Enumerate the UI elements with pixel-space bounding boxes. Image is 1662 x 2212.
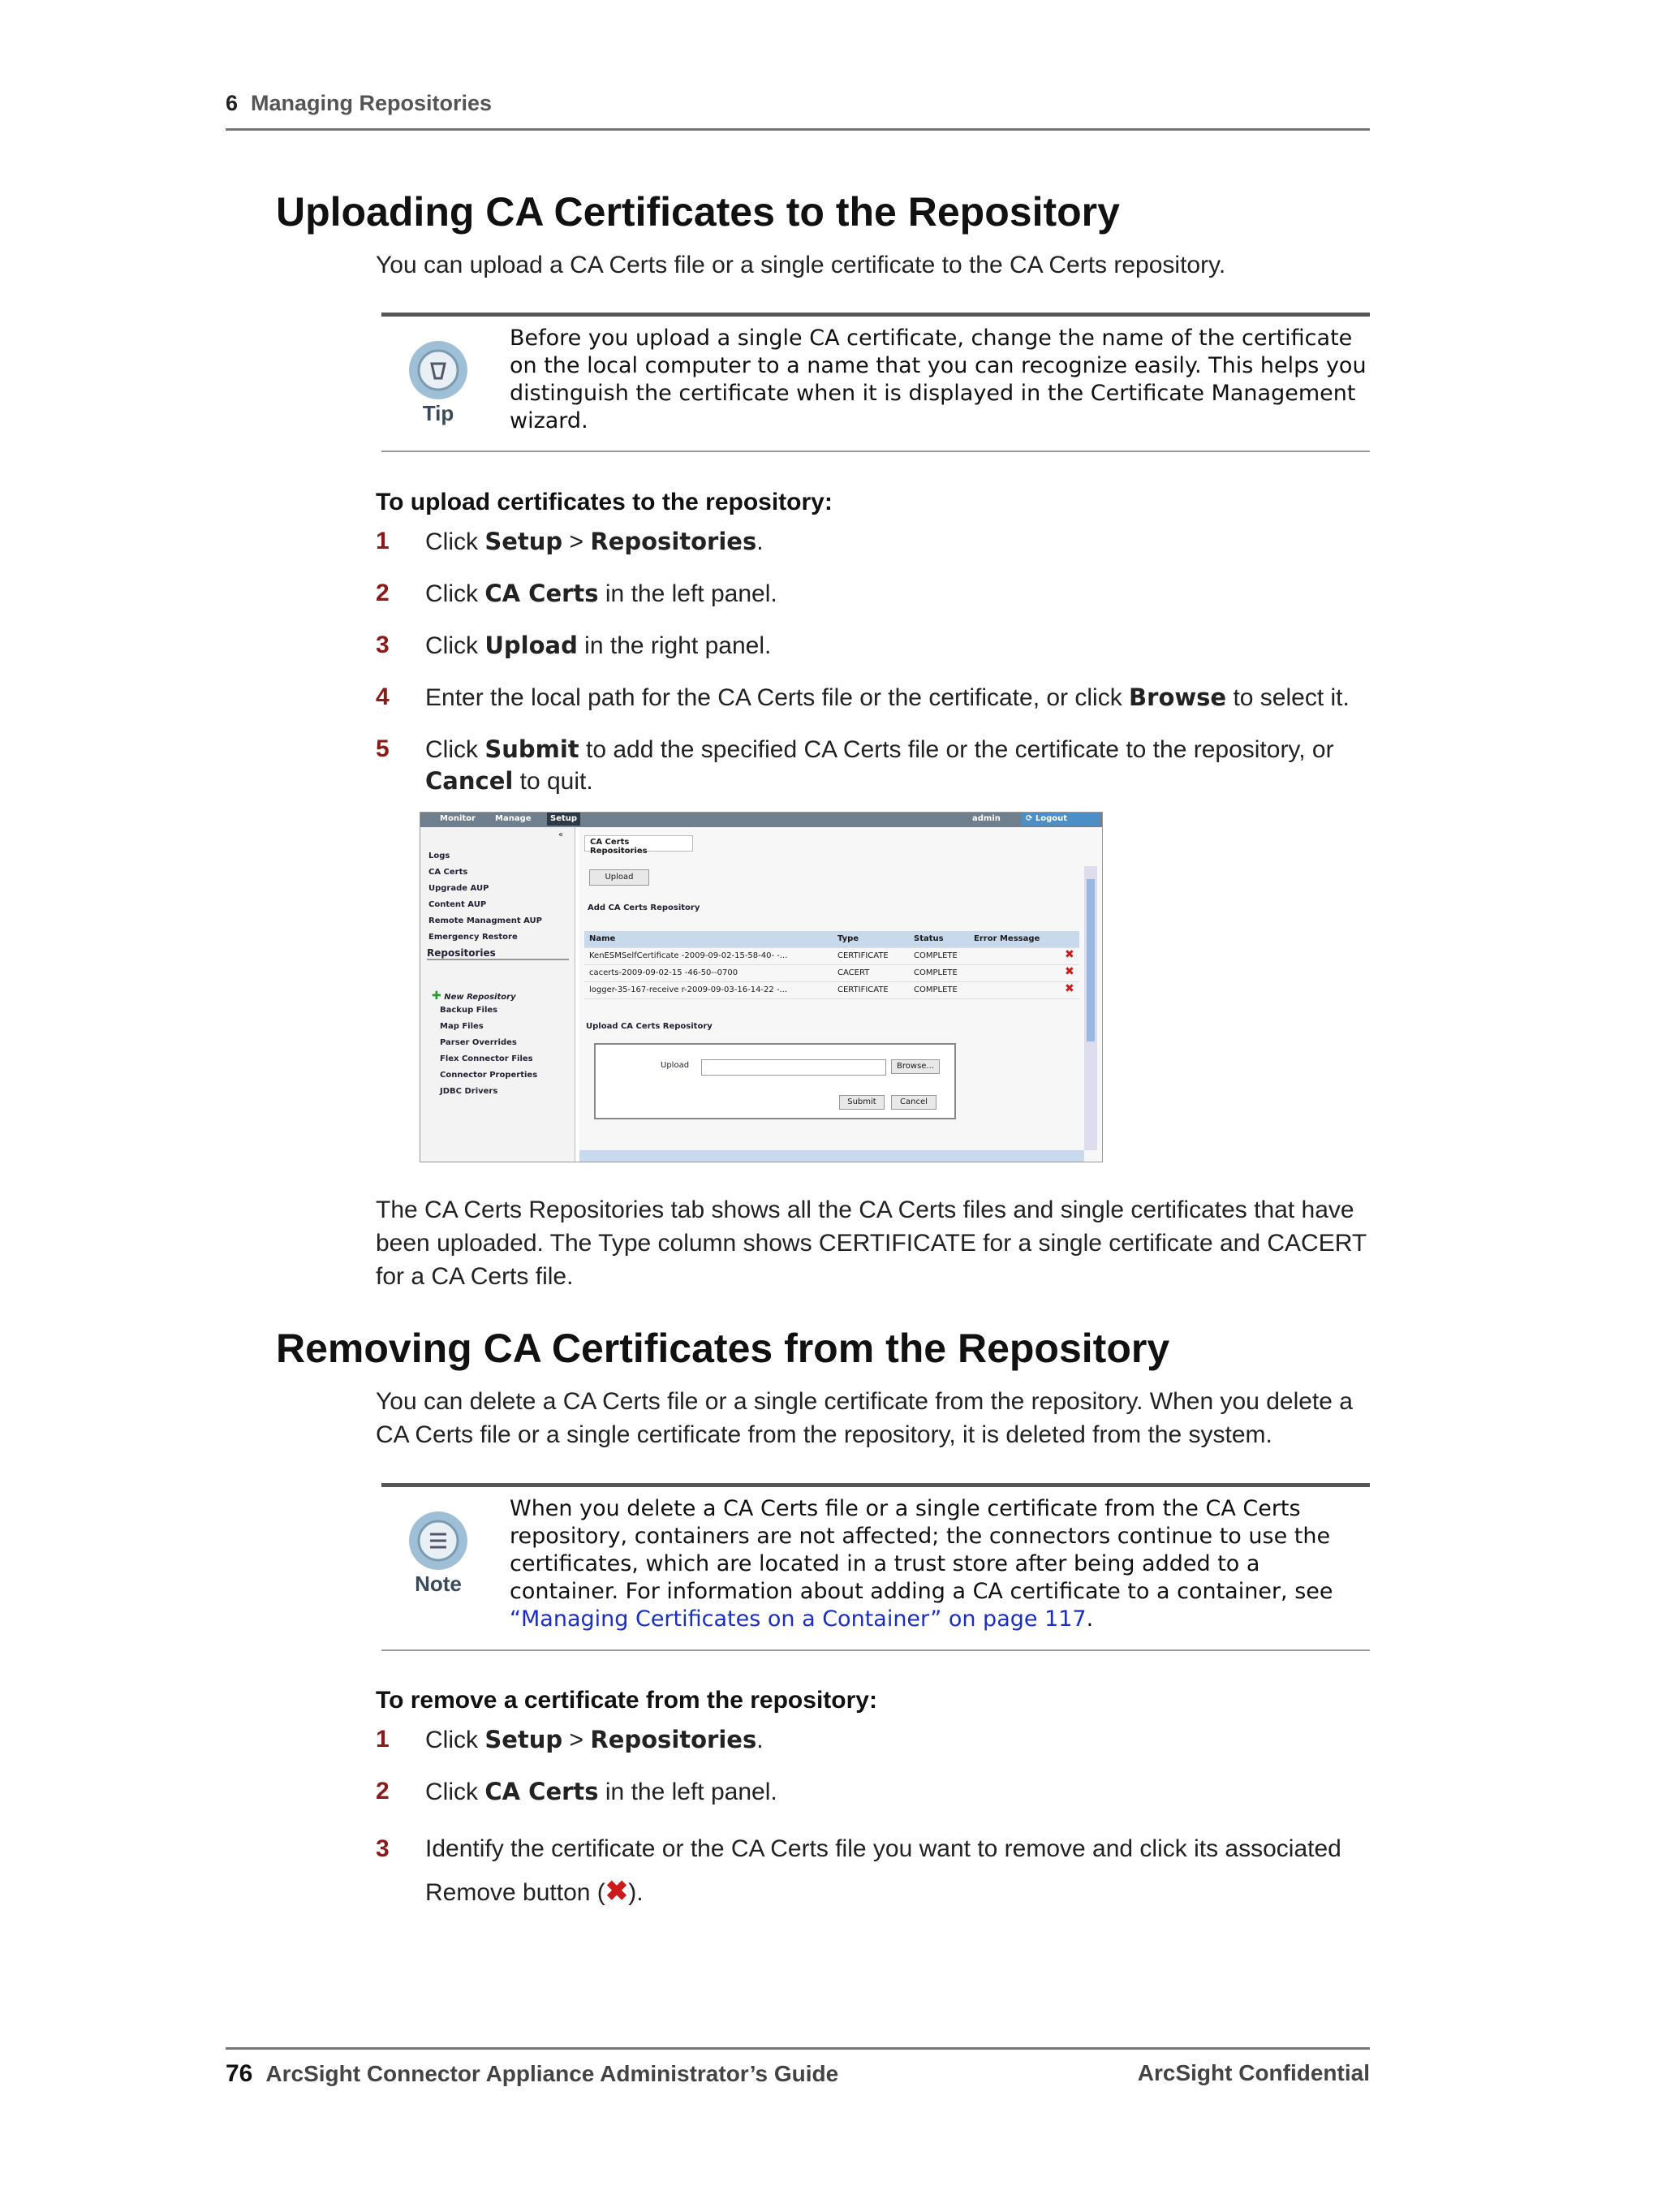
nav-upgrade-aup[interactable]: Upgrade AUP: [428, 884, 489, 893]
section-title-remove: Removing CA Certificates from the Repository: [276, 1326, 1170, 1371]
upload-path-input[interactable]: [701, 1059, 886, 1076]
nav-connector-properties[interactable]: Connector Properties: [440, 1071, 538, 1080]
nav-ca-certs[interactable]: CA Certs: [428, 868, 468, 877]
table-row: logger-35-167-receive r-2009-09-03-16-14-22 -... CERTIFICATE COMPLETE ✖: [584, 982, 1079, 999]
nav-backup-files[interactable]: Backup Files: [440, 1006, 498, 1015]
upload-section-label: Upload CA Certs Repository: [586, 1022, 713, 1031]
collapse-icon[interactable]: «: [558, 830, 564, 839]
tab-setup[interactable]: Setup: [547, 813, 580, 826]
remove-step-1: 1 Click Setup > Repositories.: [376, 1726, 764, 1753]
section-intro: You can upload a CA Certs file or a single certificate to the CA Certs repository.: [376, 252, 1226, 278]
app-top-bar: [420, 813, 1102, 827]
procedure-title: To upload certificates to the repository:: [376, 489, 833, 515]
step-2: 2 Click CA Certs in the left panel.: [376, 580, 777, 607]
nav-remote-aup[interactable]: Remote Managment AUP: [428, 916, 543, 925]
header-rule: [226, 128, 1370, 131]
plus-icon: ✚: [432, 990, 441, 1003]
nav-new-repository[interactable]: ✚ New Repository: [432, 990, 516, 1003]
remove-step-2: 2 Click CA Certs in the left panel.: [376, 1778, 777, 1805]
certs-table: [584, 931, 1079, 999]
right-panel: [579, 827, 1102, 1162]
note-text: When you delete a CA Certs file or a single certificate from the CA Certs repository, containers are not affected; the connectors continue to use the certificates, which are located in a trust store after being added to a container. For information about adding a CA certificate to a container, see “Managing Certificates on a Container” on page 117.: [510, 1496, 1333, 1632]
remove-step-3: 3 Identify the certificate or the CA Certs file you want to remove and click its associated Remove button (✖).: [376, 1835, 1341, 1907]
horizontal-scrollbar[interactable]: [579, 1150, 1084, 1162]
vertical-scrollbar[interactable]: [1084, 866, 1097, 1150]
tip-rule-top: [381, 313, 1370, 317]
tip-rule-bottom: [381, 451, 1370, 452]
remove-icon: ✖: [605, 1876, 629, 1907]
tip-icon: Tip: [398, 341, 479, 426]
section2-intro: You can delete a CA Certs file or a single certificate from the repository. When you delete a CA Certs file or a single certificate from the repository, it is deleted from the system.: [376, 1388, 1353, 1448]
step-1: 1 Click Setup > Repositories.: [376, 528, 764, 555]
nav-content-aup[interactable]: Content AUP: [428, 900, 487, 909]
page-footer: 76 ArcSight Connector Appliance Administrator’s Guide ArcSight Confidential: [226, 2060, 1370, 2087]
table-row: KenESMSelfCertificate -2009-09-02-15-58-40- -... CERTIFICATE COMPLETE ✖: [584, 948, 1079, 965]
tab-monitor[interactable]: Monitor: [440, 814, 476, 823]
cancel-button[interactable]: Cancel: [891, 1095, 936, 1110]
add-repo-label: Add CA Certs Repository: [588, 903, 700, 912]
cross-reference-link[interactable]: “Managing Certificates on a Container” on page 117: [510, 1606, 1087, 1632]
table-row: cacerts-2009-09-02-15 -46-50--0700 CACERT COMPLETE ✖: [584, 965, 1079, 982]
tab-manage[interactable]: Manage: [495, 814, 532, 823]
nav-logs[interactable]: Logs: [428, 852, 450, 860]
browse-button[interactable]: Browse...: [891, 1059, 940, 1074]
upload-field-label: Upload: [661, 1061, 690, 1070]
remove-icon[interactable]: ✖: [1065, 982, 1074, 995]
upload-button[interactable]: Upload: [589, 869, 649, 886]
upload-form: [594, 1043, 956, 1119]
nav-flex-connector-files[interactable]: Flex Connector Files: [440, 1054, 533, 1063]
note-icon: Note: [398, 1511, 479, 1597]
left-panel: [420, 827, 575, 1162]
nav-parser-overrides[interactable]: Parser Overrides: [440, 1038, 517, 1047]
step-4: 4 Enter the local path for the CA Certs file or the certificate, or click Browse to select it.: [376, 683, 1350, 711]
footer-rule: [226, 2047, 1370, 2050]
tab-ca-certs-repositories[interactable]: CA Certs Repositories: [584, 835, 693, 852]
running-header: 6 Managing Repositories: [226, 91, 493, 115]
nav-section-repositories: Repositories: [427, 947, 569, 960]
step-5: 5 Click Submit to add the specified CA Certs file or the certificate to the repository, or Cancel to quit.: [376, 735, 1334, 795]
user-name: admin: [972, 814, 1001, 823]
table-header: Name Type Status Error Message: [584, 931, 1079, 948]
logout-button[interactable]: ⟳ Logout: [1021, 813, 1100, 826]
nav-map-files[interactable]: Map Files: [440, 1022, 484, 1031]
submit-button[interactable]: Submit: [839, 1095, 885, 1110]
nav-emergency-restore[interactable]: Emergency Restore: [428, 933, 518, 942]
step-3: 3 Click Upload in the right panel.: [376, 632, 772, 659]
after-paragraph: The CA Certs Repositories tab shows all the CA Certs files and single certificates that have been uploaded. The Type column shows CERTIFICATE for a single certificate and CACERT for a CA Certs file.: [376, 1197, 1367, 1290]
note-rule-top: [381, 1483, 1370, 1487]
nav-jdbc-drivers[interactable]: JDBC Drivers: [440, 1087, 498, 1096]
section-title-upload: Uploading CA Certificates to the Repository: [276, 189, 1120, 235]
tip-text: Before you upload a single CA certificate, change the name of the certificate on the local computer to a name that you can recognize easily. This helps you distinguish the certificate when it is displayed in the Certificate Management wizard.: [510, 326, 1367, 433]
remove-icon[interactable]: ✖: [1065, 948, 1074, 961]
remove-icon[interactable]: ✖: [1065, 965, 1074, 978]
note-rule-bottom: [381, 1649, 1370, 1651]
ca-certs-screenshot: [420, 812, 1103, 1162]
procedure-title-2: To remove a certificate from the repository:: [376, 1687, 877, 1714]
